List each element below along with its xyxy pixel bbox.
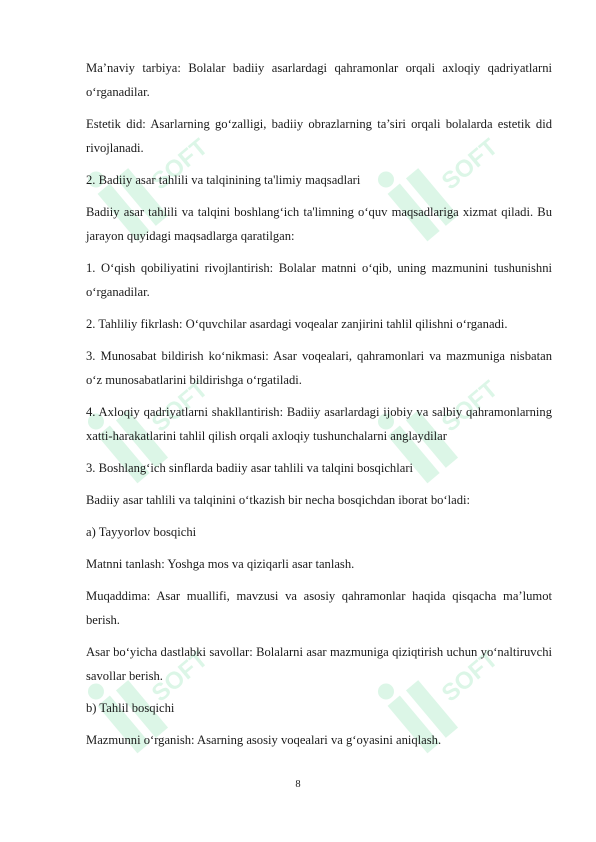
svg-text:SOFT: SOFT (436, 645, 504, 708)
list-item-1: 1. O‘qish qobiliyatini rivojlantirish: Bolalar matnni o‘qib, uning mazmunini tushunishni o‘rganadilar. (86, 261, 552, 299)
paragraph-text-selection: Matnni tanlash: Yoshga mos va qiziqarli asar tanlash. (86, 557, 355, 571)
paragraph-moral-education: Ma’naviy tarbiya: Bolalar badiiy asarlardagi qahramonlar orqali axloqiy qadriyatlarni o‘rganadilar. (86, 61, 552, 99)
svg-text:SOFT: SOFT (146, 375, 214, 438)
svg-text:SOFT: SOFT (146, 133, 214, 196)
page-number: 8 (295, 779, 301, 790)
section-heading-3: 3. Boshlang‘ich sinflarda badiiy asar tahlili va talqini bosqichlari (86, 461, 414, 475)
paragraph-stages-intro: Badiiy asar tahlili va talqinini o‘tkazish bir necha bosqichdan iborat bo‘ladi: (86, 493, 471, 507)
paragraph-intro: Badiiy asar tahlili va talqini boshlang‘ich ta'limning o‘quv maqsadlariga xizmat qiladi. Bu jarayon quyidagi maqsadlarga qaratilgan: (86, 205, 552, 243)
svg-text:SOFT: SOFT (146, 645, 214, 708)
list-item-2: 2. Tahliliy fikrlash: O‘quvchilar asardagi voqealar zanjirini tahlil qilishni o‘rganadi. (86, 317, 508, 331)
body-text (86, 56, 552, 760)
paragraph-aesthetic-taste: Estetik did: Asarlarning go‘zalligi, badiiy obrazlarning ta’siri orqali bolalarda estetik did rivojlanadi. (86, 117, 552, 155)
paragraph-initial-questions: Asar bo‘yicha dastlabki savollar: Bolalarni asar mazmuniga qiziqtirish uchun yo‘naltiruvchi savollar berish. (86, 645, 552, 683)
section-heading-2: 2. Badiiy asar tahlili va talqinining ta'limiy maqsadlari (86, 173, 361, 187)
list-item-4: 4. Axloqiy qadriyatlarni shakllantirish: Badiiy asarlardagi ijobiy va salbiy qahramonlarning xatti-harakatlarini tahlil qilish orqali axloqiy tushunchalarni anglaydilar (86, 405, 552, 443)
list-item-3: 3. Munosabat bildirish ko‘nikmasi: Asar voqealari, qahramonlari va mazmuniga nisbatan o‘z munosabatlarini bildirishga o‘rgatiladi. (86, 349, 552, 387)
svg-text:SOFT: SOFT (436, 375, 504, 438)
subheading-b: b) Tahlil bosqichi (86, 701, 175, 715)
paragraph-preface: Muqaddima: Asar muallifi, mavzusi va asosiy qahramonlar haqida qisqacha ma’lumot berish. (86, 589, 552, 627)
subheading-a: a) Tayyorlov bosqichi (86, 525, 197, 539)
paragraph-content-study: Mazmunni o‘rganish: Asarning asosiy voqealari va g‘oyasini aniqlash. (86, 733, 442, 747)
svg-text:SOFT: SOFT (436, 133, 504, 196)
